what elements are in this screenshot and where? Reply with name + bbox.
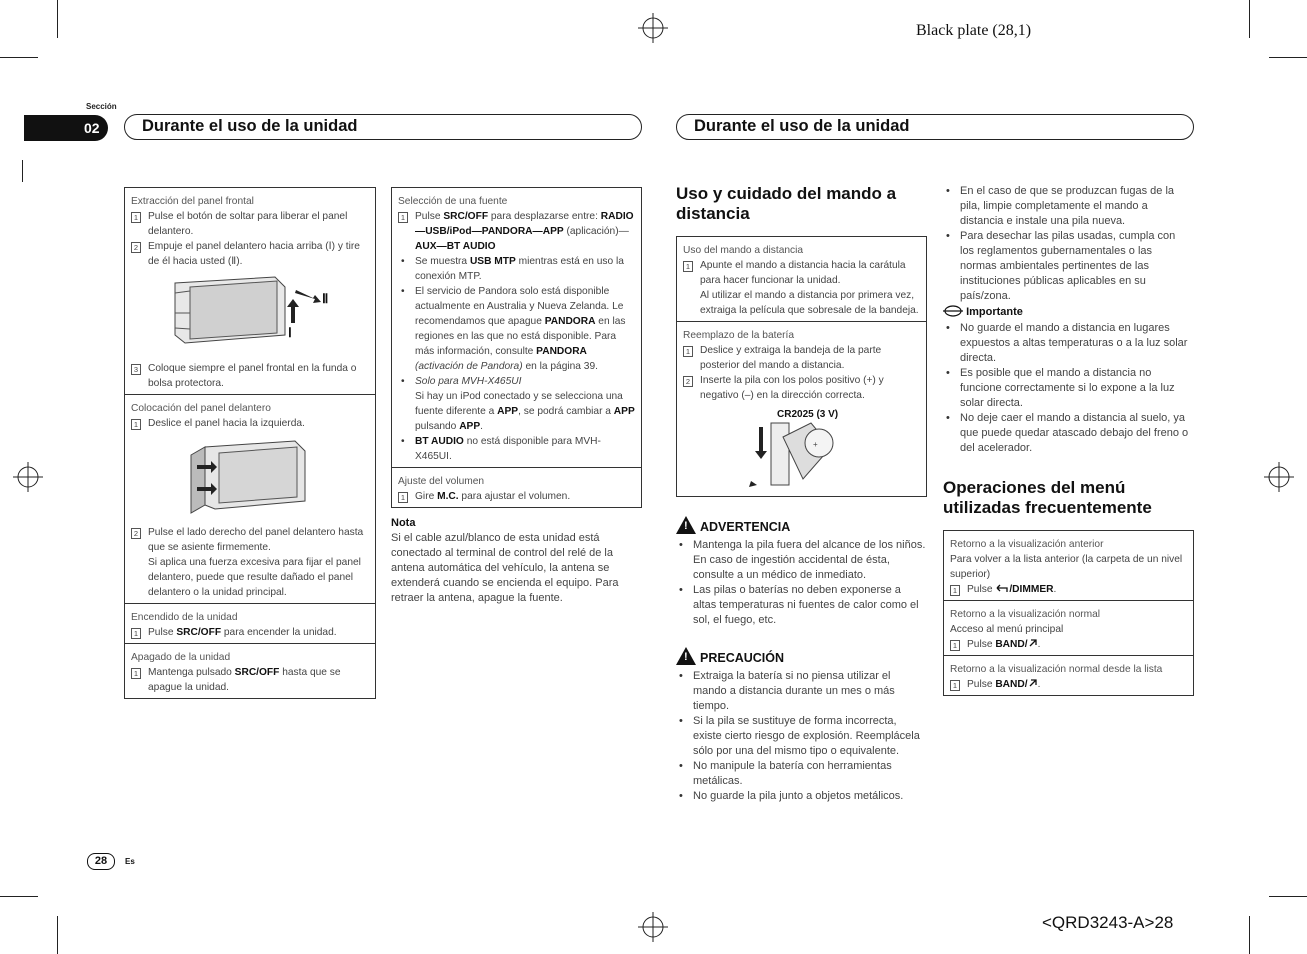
note-title: Nota <box>391 517 416 529</box>
section-remove-panel: Extracción del panel frontal 1 Pulse el botón de soltar para liberar el panel delantero. 2 Empuje el panel delantero hacia arriba (Ⅰ) y tire de él hacia usted (Ⅱ). Ⅱ Ⅰ 3 Coloque siempre el panel frontal en la funda o bolsa protectora. <box>125 188 375 395</box>
important-list <box>943 321 1191 456</box>
section-label: Sección <box>86 102 117 111</box>
col4-top-bullets <box>943 184 1191 304</box>
bullet-item: • Solo para MVH-X465UI Si hay un iPod conectado y se selecciona una fuente diferente a APP, se podrá cambiar a APP pulsando APP. <box>398 374 635 434</box>
header-right <box>676 114 1194 140</box>
battery-illustration <box>737 407 867 489</box>
key-label: SRC/OFF <box>176 627 222 638</box>
crop-mark <box>0 896 38 897</box>
crop-mark <box>57 0 58 38</box>
section-battery-replace: Reemplazo de la batería 1 Deslice y extraiga la bandeja de la parte posterior del mando a distancia. 2 Inserte la pila con los polos positivo (+) y negativo (–) en la dirección correcta. CR2025 (3 V) + <box>677 322 926 496</box>
section-return-previous: Retorno a la visualización anterior Para volver a la lista anterior (la carpeta de un nivel superior) 1 Pulse /DIMMER. <box>944 531 1193 601</box>
header-left <box>124 114 642 140</box>
header-right-title: Durante el uso de la unidad <box>694 117 910 135</box>
caution-heading <box>676 647 784 665</box>
caution-icon: ! <box>676 647 696 665</box>
important-icon <box>943 305 963 317</box>
section-volume: Ajuste del volumen 1 Gire M.C. para ajustar el volumen. <box>392 468 641 507</box>
figure-label: Ⅱ <box>322 291 329 306</box>
section-title: Apagado de la unidad <box>131 652 231 663</box>
section-title: Reemplazo de la batería <box>683 330 794 341</box>
section-title: Encendido de la unidad <box>131 612 238 623</box>
language-code: Es <box>125 857 135 866</box>
section-title: Uso del mando a distancia <box>683 245 804 256</box>
col4-box <box>943 530 1194 696</box>
registration-mark-icon <box>13 462 43 492</box>
caution-list <box>676 669 926 804</box>
warning-list <box>676 538 926 628</box>
section-return-normal: Retorno a la visualización normal Acceso al menú principal 1 Pulse BAND/ . <box>944 601 1193 656</box>
section-power-off: Apagado de la unidad 1 Mantenga pulsado SRC/OFF hasta que se apague la unidad. <box>125 644 375 698</box>
step-text: Si aplica una fuerza excesiva para fijar el panel delantero, puede que resulte dañado el panel delantero o la unidad principal. <box>148 557 361 598</box>
escape-icon <box>1028 638 1038 648</box>
warning-title: ADVERTENCIA <box>700 520 791 534</box>
bullet-item: • Las pilas o baterías no deben exponerse a altas temperaturas ni fuentes de calor como el sol, el fuego, etc. <box>676 583 926 628</box>
bullet-item: • Si la pila se sustituye de forma incorrecta, existe cierto riesgo de explosión. Reemplácela sólo por una del mismo tipo o equivalente. <box>676 714 926 759</box>
bullet-item: • No manipule la batería con herramientas metálicas. <box>676 759 926 789</box>
step-text: Pulse el lado derecho del panel delantero hasta que se asiente firmemente. <box>148 527 364 553</box>
bullet-item: • BT AUDIO no está disponible para MVH-X465UI. <box>398 434 635 464</box>
page-number: 28 <box>87 853 115 870</box>
section-title: Selección de una fuente <box>398 196 508 207</box>
section-remote-use: Uso del mando a distancia 1 Apunte el mando a distancia hacia la carátula para hacer funcionar la unidad. Al utilizar el mando a distancia por primera vez, extraiga la película que sobresale de la bandeja. <box>677 237 926 322</box>
menu-heading: Operaciones del menú utilizadas frecuentemente <box>943 478 1152 517</box>
warning-heading <box>676 516 790 534</box>
section-title: Colocación del panel delantero <box>131 403 271 414</box>
step-text: Coloque siempre el panel frontal en la funda o bolsa protectora. <box>148 363 357 389</box>
crop-mark <box>57 916 58 954</box>
svg-text:+: + <box>812 440 818 449</box>
step-text: Pulse el botón de soltar para liberar el panel delantero. <box>148 211 348 237</box>
important-title: Importante <box>966 306 1023 318</box>
step-text: Empuje el panel delantero hacia arriba (Ⅰ) y tire de él hacia usted (Ⅱ). <box>148 241 360 267</box>
crop-mark <box>1249 916 1250 954</box>
bullet-item: • Se muestra USB MTP mientras está en uso la conexión MTP. <box>398 254 635 284</box>
crop-mark <box>22 160 23 182</box>
bullet-item: • El servicio de Pandora solo está disponible actualmente en Australia y Nueva Zelanda. Le recomendamos que apague PANDORA en las regiones en las que no está disponible. Para más información, consulte PANDORA (activación de Pandora) en la página 39. <box>398 284 635 374</box>
panel-attach-illustration <box>185 435 315 521</box>
bullet-item: • En el caso de que se produzcan fugas de la pila, limpie completamente el mando a distancia e instale una pila nueva. <box>943 184 1191 229</box>
caution-title: PRECAUCIÓN <box>700 651 785 665</box>
section-subtitle: Para volver a la lista anterior (la carpeta de un nivel superior) <box>950 554 1183 580</box>
bullet-item: • No deje caer el mando a distancia al suelo, ya que puede quedar atascado debajo del freno o del acelerador. <box>943 411 1191 456</box>
section-number-tab <box>24 115 108 141</box>
note-text: Si el cable azul/blanco de esta unidad está conectado al terminal de control del relé de la antena automática del vehículo, la antena se extenderá cuando se encienda el equipo. Para retraer la antena, apague la fuente. <box>391 532 619 604</box>
section-title: Ajuste del volumen <box>398 476 485 487</box>
plate-label: Black plate (28,1) <box>916 22 1032 39</box>
document-code: <QRD3243-A>28 <box>1042 913 1174 932</box>
figure-label: CR2025 (3 V) <box>776 409 838 420</box>
section-title: Retorno a la visualización normal <box>950 609 1101 620</box>
section-title: Retorno a la visualización anterior <box>950 539 1104 550</box>
remote-heading: Uso y cuidado del mando a distancia <box>676 184 897 223</box>
figure-label: Ⅰ <box>288 325 292 340</box>
section-subtitle: Acceso al menú principal <box>950 624 1064 635</box>
section-title: Retorno a la visualización normal desde la lista <box>950 664 1163 675</box>
registration-mark-icon <box>638 912 668 942</box>
panel-removal-illustration <box>165 273 335 357</box>
crop-mark <box>1249 0 1250 38</box>
section-power-on: Encendido de la unidad 1 Pulse SRC/OFF para encender la unidad. <box>125 604 375 644</box>
bullet-item: • Para desechar las pilas usadas, cumpla con los reglamentos gubernamentales o las normas ambientales pertinentes de las instituciones públicas aplicables en su país/zona. <box>943 229 1191 304</box>
section-attach-panel: Colocación del panel delantero 1 Deslice el panel hacia la izquierda. 2 Pulse el lado derecho del panel delantero hasta que se asiente firmemente. Si aplica una fuerza excesiva para fijar el panel delantero, puede que resulte dañado el panel delantero o la unidad principal. <box>125 395 375 604</box>
col3-box <box>676 236 927 497</box>
crop-mark <box>0 57 38 58</box>
col1-box <box>124 187 376 699</box>
section-number: 02 <box>84 120 100 136</box>
col2-box <box>391 187 642 508</box>
escape-icon <box>1028 678 1038 688</box>
registration-mark-icon <box>1264 462 1294 492</box>
header-left-title: Durante el uso de la unidad <box>142 117 358 135</box>
bullet-item: • No guarde la pila junto a objetos metálicos. <box>676 789 926 804</box>
crop-mark <box>1269 896 1307 897</box>
section-title: Extracción del panel frontal <box>131 196 254 207</box>
bullet-item: • Extraiga la batería si no piensa utilizar el mando a distancia durante un mes o más tiempo. <box>676 669 926 714</box>
important-heading <box>943 305 1023 318</box>
section-return-from-list: Retorno a la visualización normal desde la lista 1 Pulse BAND/ . <box>944 656 1193 695</box>
bullet-item: • No guarde el mando a distancia en lugares expuestos a altas temperaturas o a la luz solar directa. <box>943 321 1191 366</box>
section-select-source: Selección de una fuente 1 Pulse SRC/OFF para desplazarse entre: RADIO—USB/iPod—PANDORA—APP (aplicación)—AUX—BT AUDIO • Se muestra USB MTP mientras está en uso la conexión MTP. • El servicio de Pandora solo está disponible actualmente en Australia y Nueva Zelanda. Le recomendamos que apague PANDORA en las regiones en las que no está disponible. Para más información, consulte PANDORA (activación de Pandora) en la página 39. • Solo para MVH-X465UI Si hay un iPod conectado y se selecciona una fuente diferente a APP, se podrá cambiar a APP pulsando APP. • BT AUDIO no está disponible para MVH-X465UI. <box>392 188 641 468</box>
step-text: Deslice el panel hacia la izquierda. <box>148 418 305 429</box>
note-block <box>391 516 640 606</box>
crop-mark <box>1269 57 1307 58</box>
bullet-item: • Es posible que el mando a distancia no funcione correctamente si lo expone a la luz solar directa. <box>943 366 1191 411</box>
registration-mark-icon <box>638 13 668 43</box>
bullet-item: • Mantenga la pila fuera del alcance de los niños. En caso de ingestión accidental de ésta, consulte a un médico de inmediato. <box>676 538 926 583</box>
key-label: SRC/OFF <box>234 667 280 678</box>
warning-icon: ! <box>676 516 696 534</box>
return-icon <box>995 584 1009 593</box>
